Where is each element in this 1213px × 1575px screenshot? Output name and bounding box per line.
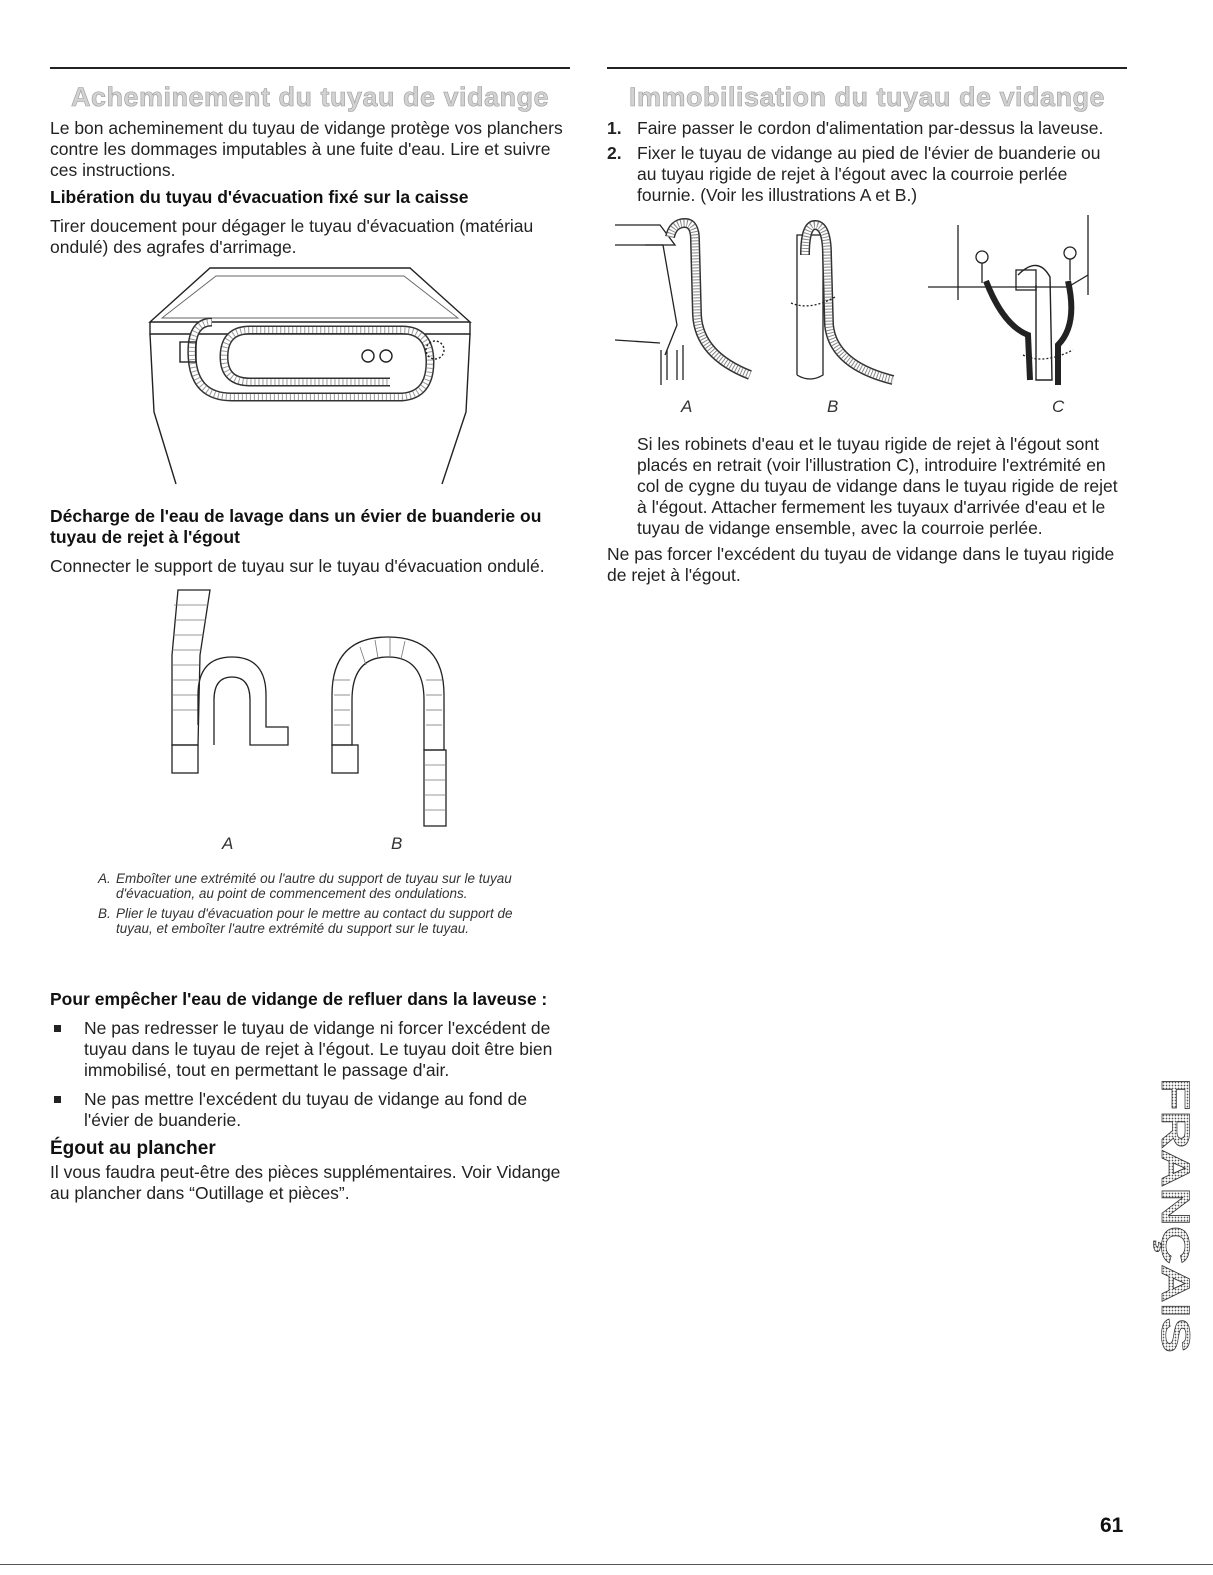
- right-fig-label-c: C: [1052, 397, 1065, 416]
- right-column-text-2: [607, 544, 1122, 586]
- left-sub4-heading: Égout au plancher: [50, 1138, 216, 1159]
- caption-a: [98, 871, 528, 901]
- step-2-text: Fixer le tuyau de vidange au pied de l'évier de buanderie ou au tuyau rigide de rejet à l'égout avec la courroie perlée fournie. (Voir les illustrations A et B.): [637, 143, 1101, 205]
- bottom-rule: [0, 1564, 1213, 1565]
- drain-illustration-b: [775, 215, 905, 390]
- page-number: 61: [1100, 1514, 1124, 1537]
- left-sub1-text: Tirer doucement pour dégager le tuyau d'évacuation (matériau ondulé) des agrafes d'arrimage.: [50, 216, 534, 257]
- left-section-title: Acheminement du tuyau de vidange: [70, 82, 550, 112]
- step-1: [607, 118, 1122, 139]
- caption-b-text: Plier le tuyau d'évacuation pour le mettre au contact du support de tuyau, et emboîter l'autre extrémité du support sur le tuyau.: [116, 906, 513, 936]
- left-sub4-text: Il vous faudra peut-être des pièces supplémentaires. Voir Vidange au plancher dans “Outillage et pièces”.: [50, 1162, 561, 1203]
- drain-illustration-c: [928, 215, 1093, 390]
- left-fig-label-b: B: [391, 834, 403, 853]
- language-side-tab: [1153, 1078, 1199, 1358]
- right-fig-label-a: A: [681, 397, 693, 416]
- list-item: [50, 1018, 565, 1081]
- step-1-text: Faire passer le cordon d'alimentation par-dessus la laveuse.: [637, 118, 1104, 138]
- step-2: [607, 143, 1122, 206]
- drain-illustration-a: [615, 215, 765, 390]
- left-sub2-text: Connecter le support de tuyau sur le tuyau d'évacuation ondulé.: [50, 556, 545, 576]
- left-sub1-heading: Libération du tuyau d'évacuation fixé sur la caisse: [50, 187, 469, 207]
- side-tab-label: FRANÇAIS: [1153, 1078, 1197, 1285]
- left-sub2-heading: Décharge de l'eau de lavage dans un évier de buanderie ou tuyau de rejet à l'égout: [50, 506, 542, 547]
- right-title-rule: [607, 67, 1127, 69]
- bullet-text-2: Ne pas mettre l'excédent du tuyau de vidange au fond de l'évier de buanderie.: [84, 1089, 528, 1130]
- left-column-2: [50, 506, 565, 577]
- left-column: [50, 118, 565, 258]
- left-sub3-heading: Pour empêcher l'eau de vidange de refluer dans la laveuse :: [50, 989, 548, 1009]
- washer-illustration: [140, 262, 480, 487]
- right-para1: Si les robinets d'eau et le tuyau rigide de rejet à l'égout sont placés en retrait (voir l'illustration C), introduire l'extrémité en col de cygne du tuyau de vidange dans le tuyau rigide de rejet à l'égout. Attacher fermement les tuyaux d'arrivée d'eau et le tuyau de vidange ensemble, avec la courroie perlée.: [637, 434, 1118, 538]
- left-bullet-list: [50, 1018, 565, 1131]
- right-column-text: [637, 434, 1122, 539]
- right-para2: Ne pas forcer l'excédent du tuyau de vidange dans le tuyau rigide de rejet à l'égout.: [607, 544, 1115, 585]
- bullet-text-1: Ne pas redresser le tuyau de vidange ni forcer l'excédent de tuyau dans le tuyau de rejet à l'égout. Le tuyau doit être bien immobilisé, tout en permettant le passage d'air.: [84, 1018, 553, 1080]
- left-captions: [98, 871, 528, 936]
- bullet-icon: [54, 1025, 61, 1032]
- caption-a-text: Emboîter une extrémité ou l'autre du support de tuyau sur le tuyau d'évacuation, au point de commencement des ondulations.: [116, 871, 512, 901]
- caption-b-label: B.: [98, 906, 111, 921]
- right-steps: [607, 118, 1122, 206]
- left-fig-label-a: A: [222, 834, 234, 853]
- caption-b: [98, 906, 528, 936]
- list-item: [50, 1089, 565, 1131]
- left-column-3: [50, 989, 565, 1204]
- step-2-num: 2.: [607, 143, 622, 163]
- step-1-num: 1.: [607, 118, 622, 138]
- caption-a-label: A.: [98, 871, 111, 886]
- right-section-title: Immobilisation du tuyau de vidange: [628, 82, 1106, 112]
- right-fig-label-b: B: [827, 397, 839, 416]
- hose-support-illustration: [160, 585, 460, 830]
- left-intro: Le bon acheminement du tuyau de vidange protège vos planchers contre les dommages imputables à une fuite d'eau. Lire et suivre ces instructions.: [50, 118, 563, 180]
- bullet-icon: [54, 1096, 61, 1103]
- left-title-rule: [50, 67, 570, 69]
